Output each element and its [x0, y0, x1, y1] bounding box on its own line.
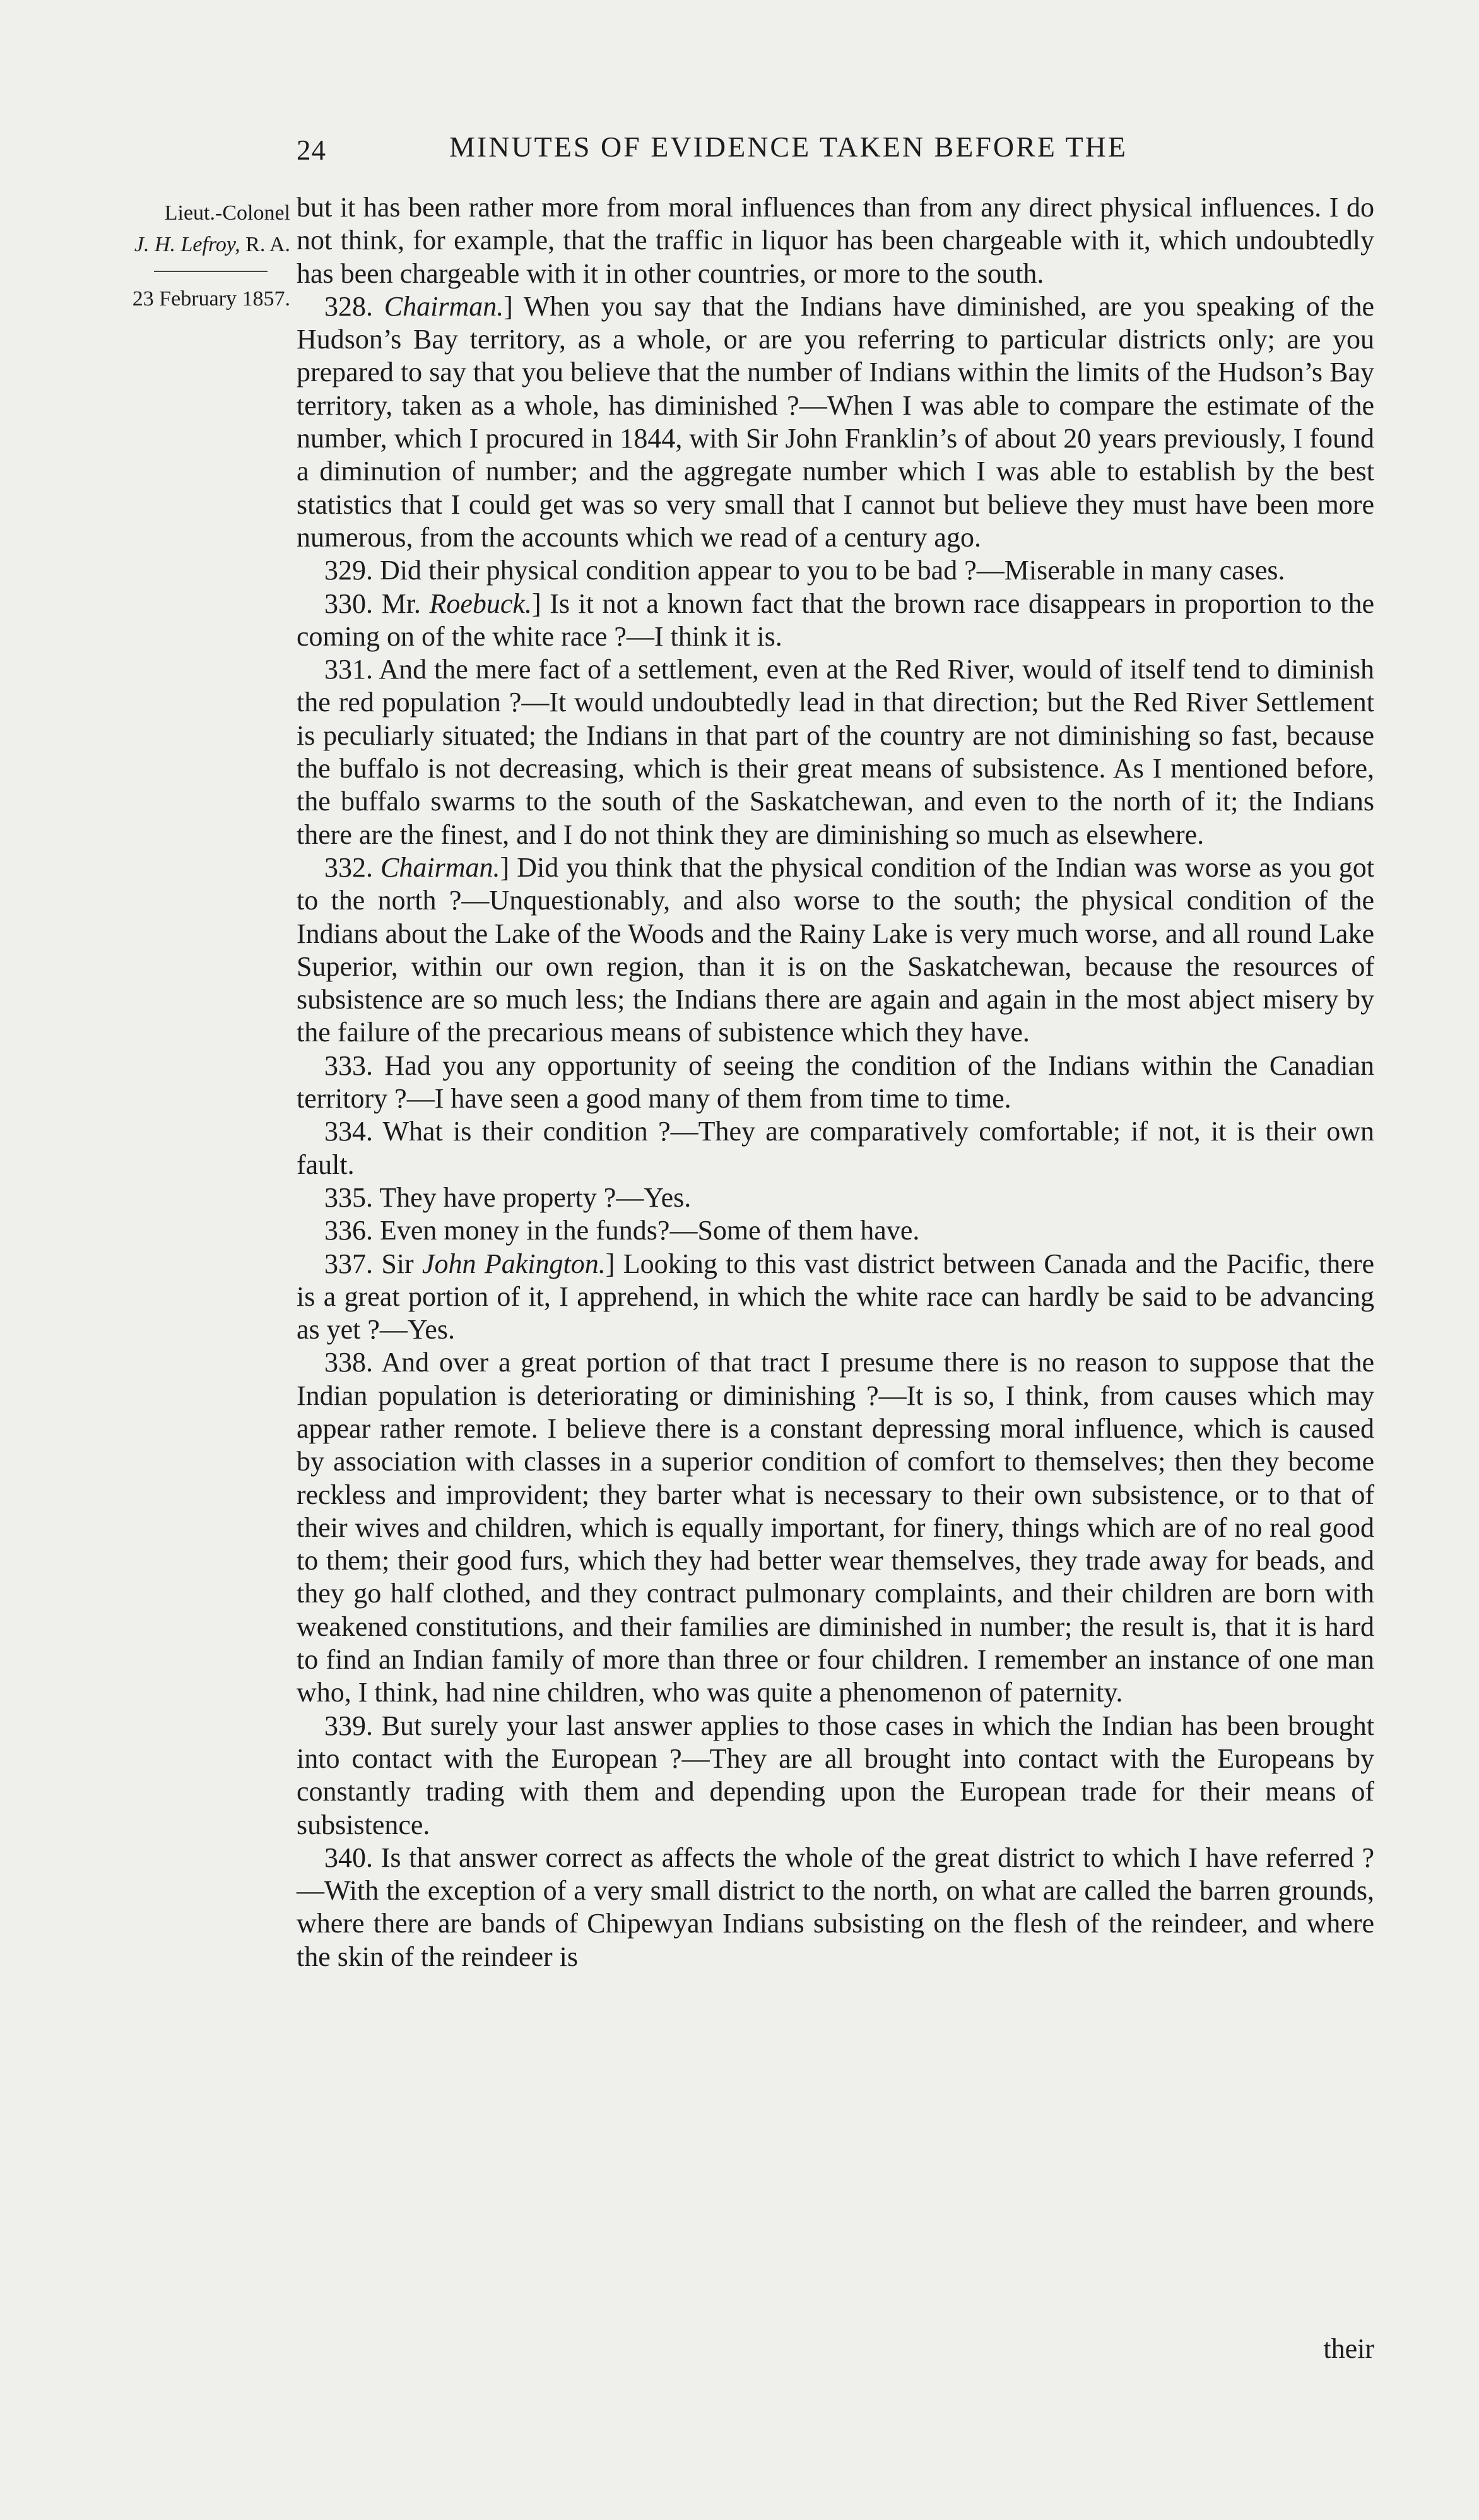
question-text: And the mere fact of a settlement, even at the Red River, would of itself tend to diminish the red population ?—It would undoubtedly lead in that direction; but the Red River Settlement is peculiarly situated; the Indians in that part of the country are not diminishing so fast, because the buffalo is not decreasing, which is their great means of subsistence. As I mentioned before, the buffalo swarms to the south of the Saskatchewan, and even to the north of it; the Indians there are the finest, and I do not think they are diminishing so much as elsewhere.	[297, 654, 1374, 850]
question-text: Had you any opportunity of seeing the condition of the Indians within the Canadian territory ?—I have seen a good many of them from time to time.	[297, 1050, 1374, 1115]
question-335	[297, 1181, 1374, 1214]
evidence-date: 23 February 1857.	[132, 287, 290, 311]
question-333	[297, 1050, 1374, 1116]
continued-answer: but it has been rather more from moral influences than from any direct physical influences. I do not think, for example, that the traffic in liquor has been chargeable with it, which undoubtedly has been chargeable with it in other countries, or more to the south.	[297, 192, 1374, 289]
question-331	[297, 653, 1374, 851]
question-number: 328.	[324, 290, 373, 322]
witness-name-line	[63, 229, 290, 261]
bracket: ]	[605, 1248, 615, 1279]
question-text: They have property ?—Yes.	[373, 1181, 692, 1213]
question-text: And over a great portion of that tract I presume there is no reason to suppose that the Indian population is deteriorating or diminishing ?—It is so, I think, from causes which may appear rather remote. I believe there is a constant depressing moral influence, which is caused by association with classes in a superior condition of comfort to themselves; then they become reckless and improvident; they barter what is necessary to their own subsistence, or to that of their wives and children, which is equally important, for finery, things which are of no real good to them; their good furs, which they had better wear themselves, they trade away for beads, and they go half clothed, and they contract pulmonary complaints, and their children are born with weakened constitutions, and their families are diminished in number; the result is, that it is hard to find an Indian family of more than three or four children. I remember an instance of one man who, I think, had nine children, who was quite a phenomenon of paternity.	[297, 1347, 1374, 1708]
question-number: 329.	[324, 555, 373, 586]
page-header	[297, 130, 1385, 168]
catchword: their	[1323, 2333, 1374, 2364]
question-number: 330.	[324, 588, 373, 619]
question-text: Even money in the funds?—Some of them have.	[373, 1215, 920, 1246]
witness-suffix: R. A.	[245, 233, 290, 256]
margin-divider	[154, 271, 268, 272]
question-number: 337.	[324, 1248, 373, 1279]
speaker: Chairman.	[384, 290, 504, 322]
witness-margin-note	[63, 198, 290, 315]
question-340	[297, 1842, 1374, 1973]
question-337	[297, 1248, 1374, 1347]
page-number: 24	[297, 134, 326, 166]
question-number: 331.	[324, 654, 373, 685]
question-text: Is that answer correct as affects the whole of the great district to which I have referred ?—With the exception of a very small district to the north, on what are called the barren grounds, where there are bands of Chipewyan Indians subsisting on the flesh of the reindeer, and where the skin of the reindeer is	[297, 1842, 1374, 1972]
question-number: 335.	[324, 1181, 373, 1213]
evidence-body	[297, 191, 1374, 1973]
question-text: When you say that the Indians have diminished, are you speaking of the Hudson’s Bay territory, as a whole, or are you referring to particular districts only; are you prepared to say that you believe that the number of Indians within the limits of the Hudson’s Bay territory, taken as a whole, has diminished ?—When I was able to compare the estimate of the number, which I procured in 1844, with Sir John Franklin’s of about 20 years previously, I found a diminution of number; and the aggregate number which I was able to establish by the best statistics that I could get was so very small that I cannot but believe they must have been more numerous, from the accounts which we read of a century ago.	[297, 290, 1375, 553]
question-334	[297, 1115, 1374, 1181]
question-328	[297, 290, 1374, 554]
question-text: Is it not a known fact that the brown race disappears in proportion to the coming on of the white race ?—I think it is.	[297, 588, 1374, 652]
speaker-prefix: Sir	[373, 1248, 423, 1279]
running-title: MINUTES OF EVIDENCE TAKEN BEFORE THE	[449, 131, 1128, 163]
bracket: ]	[500, 851, 510, 883]
question-number: 333.	[324, 1050, 373, 1081]
question-number: 340.	[324, 1842, 373, 1873]
question-number: 334.	[324, 1116, 373, 1147]
question-329	[297, 554, 1374, 587]
bracket: ]	[504, 290, 513, 322]
bracket: ]	[531, 588, 541, 619]
question-text: Did you think that the physical condition of the Indian was worse as you got to the north ?—Unquestionably, and also worse to the south; the physical condition of the Indians about the Lake of the Woods and the Rainy Lake is very much worse, and all round Lake Superior, within our own region, than it is on the Saskatchewan, because the resources of subsistence are so much less; the Indians there are again and again in the most abject misery by the failure of the precarious means of subistence which they have.	[297, 851, 1375, 1048]
question-number: 339.	[324, 1710, 373, 1741]
question-number: 332.	[324, 851, 373, 883]
witness-name: J. H. Lefroy,	[134, 233, 240, 256]
question-text: Looking to this vast district between Canada and the Pacific, there is a great portion of it, I apprehend, in which the white race can hardly be said to be advancing as yet ?—Yes.	[297, 1248, 1374, 1346]
question-text: Did their physical condition appear to you to be bad ?—Miserable in many cases.	[373, 555, 1285, 586]
speaker-prefix: Mr.	[373, 588, 430, 619]
question-text: But surely your last answer applies to those cases in which the Indian has been brought into contact with the European ?—They are all brought into contact with the Europeans by constantly trading with them and depending upon the European trade for their means of subsistence.	[297, 1710, 1374, 1840]
question-330	[297, 588, 1374, 654]
witness-rank: Lieut.-Colonel	[164, 201, 290, 225]
question-number: 336.	[324, 1215, 373, 1246]
question-338	[297, 1346, 1374, 1709]
speaker: John Pakington.	[422, 1248, 606, 1279]
question-number: 338.	[324, 1347, 373, 1378]
speaker: Chairman.	[380, 851, 500, 883]
question-339	[297, 1710, 1374, 1842]
question-332	[297, 851, 1374, 1050]
speaker: Roebuck.	[429, 588, 532, 619]
question-336	[297, 1214, 1374, 1247]
question-text: What is their condition ?—They are comparatively comfortable; if not, it is their own fault.	[297, 1116, 1374, 1180]
